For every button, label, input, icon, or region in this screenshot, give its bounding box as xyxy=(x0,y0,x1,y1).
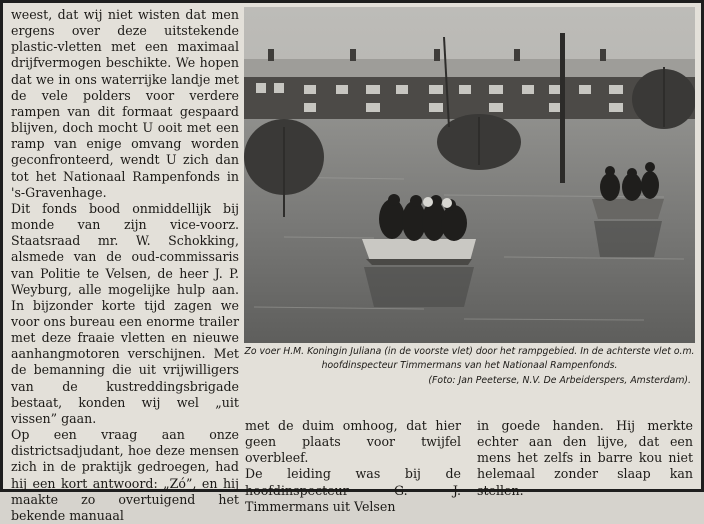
flood-photograph xyxy=(244,7,695,343)
flood-scene-image xyxy=(244,7,695,343)
body-paragraph: in goede handen. Hij merkte echter aan den lijve, dat een mens het zelfs in barre kou niet helemaal zonder slaap kan stellen. xyxy=(477,418,693,498)
body-paragraph: Dit fonds bood onmiddellijk bij monde van zijn vice-voorz. Staatsraad mr. W. Schokking, alsmede van de oud-commissaris van Politie te Velsen, de heer J. P. Weyburg, alle mogelijke hulp aan. In bijzonder korte tijd zagen we voor ons bureau een enorme trailer met deze fraaie vletten en nieuwe aanhangmotoren verschijnen. Met de bemanning die uit vrijwilligers van de kustreddingsbrigade bestaat, konden wij wel „uit vissen” gaan. xyxy=(11,200,239,426)
photo-credit: (Foto: Jan Peeterse, N.V. De Arbeiderspers, Amsterdam). xyxy=(428,374,691,386)
body-paragraph: Op een vraag aan onze districtsadjudant, hoe deze mensen zich in de praktijk gedroegen, had hij een kort antwoord: „Zó”, en hij maakte zo overtuigend het bekende manuaal xyxy=(11,427,239,523)
body-paragraph: met de duim omhoog, dat hier geen plaats voor twijfel overbleef. xyxy=(245,418,461,466)
left-text-column xyxy=(11,7,239,524)
middle-text-column xyxy=(245,418,461,515)
body-paragraph: weest, dat wij niet wisten dat men ergens over deze uitstekende plastic-vletten met een maximaal drijfvermogen beschikte. We hopen dat we in ons waterrijke landje met de vele polders voor verdere rampen van dit formaat gespaard blijven, doch mocht U ooit met een ramp van enige omvang worden geconfronteerd, wendt U zich dan tot het Nationaal Rampenfonds in 's-Gravenhage. xyxy=(11,7,239,200)
photo-caption xyxy=(244,345,695,388)
caption-text: Zo voer H.M. Koningin Juliana (in de voorste vlet) door het rampgebied. In de achterste vlet o.m. hoofdinspecteur Timmermans van het Nationaal Rampenfonds. xyxy=(244,346,695,372)
body-paragraph: De leiding was bij de hoofdinspecteur G. J. Timmermans uit Velsen xyxy=(245,466,461,514)
right-text-column xyxy=(477,418,693,499)
